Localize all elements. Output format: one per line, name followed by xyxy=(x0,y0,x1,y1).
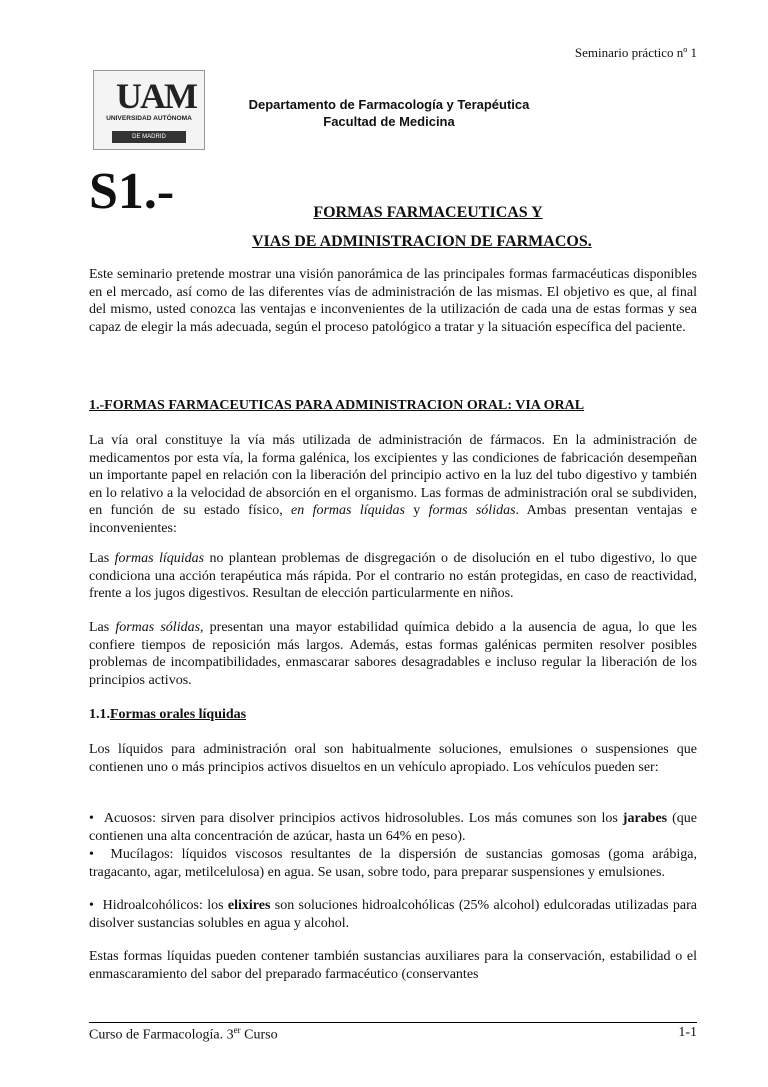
faculty-name: Facultad de Medicina xyxy=(323,114,455,129)
bullet-hydroalcoholic: • Hidroalcohólicos: los elixires son soluciones hidroalcohólicas (25% alcohol) edulcoradas utilizadas para disolver sustancias solubles en agua y alcohol. xyxy=(89,898,697,931)
seminar-number: S1.- xyxy=(89,163,175,220)
department-name: Departamento de Farmacología y Terapéutica xyxy=(248,97,530,112)
logo-university: UNIVERSIDAD AUTÓNOMA xyxy=(106,115,192,122)
footer-divider xyxy=(89,1022,697,1023)
logo-mark: UAM xyxy=(116,76,196,116)
document-page xyxy=(89,0,697,1087)
section-1-1-paragraph-2: Estas formas líquidas pueden contener también sustancias auxiliares para la conservación, estabilidad o el enmascaramiento del sabor del preparado farmacéutico (conservantes xyxy=(89,949,697,982)
intro-paragraph: Este seminario pretende mostrar una visión panorámica de las principales formas farmacéuticas disponibles en el mercado, así como de las diferentes vías de administración de las mismas. El objetivo es que, al final del mismo, usted conozca las ventajas e inconvenientes de la utilización de cada una de estas formas y sea capaz de elegir la más adecuada, según el proceso patológico a tratar y la situación específica del paciente. xyxy=(89,267,697,335)
section-1-heading: 1.-FORMAS FARMACEUTICAS PARA ADMINISTRACION ORAL: VIA ORAL xyxy=(89,398,585,413)
bullet-icon: • xyxy=(89,811,104,826)
bullet-aqueous: • Acuosos: sirven para disolver principios activos hidrosolubles. Los más comunes son los jarabes (que contienen una alta concentración de azúcar, hasta un 64% en peso). xyxy=(89,811,697,844)
bullet-icon: • xyxy=(89,898,103,913)
title-line-2: VIAS DE ADMINISTRACION DE FARMACOS. xyxy=(252,233,592,250)
department-heading xyxy=(239,96,539,130)
page-number: 1-1 xyxy=(678,1025,697,1040)
section-1-paragraph-3: Las formas sólidas, presentan una mayor estabilidad química debido a la ausencia de agua, lo que les confiere tiempos de reposición más largos. Además, estas formas galénicas permiten resolver posibles problemas de incompatibilidades, enmascarar sabores desagradables e incluso regular la liberación de los principios activos. xyxy=(89,620,698,688)
page-label: Seminario práctico nº 1 xyxy=(574,45,697,60)
section-1-1-heading: 1.1.Formas orales líquidas xyxy=(89,707,247,722)
footer-course: Curso de Farmacología. 3er Curso xyxy=(89,1025,278,1043)
section-1-1-paragraph-1: Los líquidos para administración oral son habitualmente soluciones, emulsiones o suspensiones que contienen uno o más principios activos disueltos en un vehículo apropiado. Los vehículos pueden ser: xyxy=(89,742,697,775)
section-1-paragraph-1: La vía oral constituye la vía más utilizada de administración de fármacos. En la administración de medicamentos por esta vía, la forma galénica, los excipientes y las condiciones de fabricación desempeñan un importante papel en relación con la liberación del principio activo en la luz del tubo digestivo y también en lo relativo a la velocidad de absorción en el organismo. Las formas de administración oral se subdividen, en función de su estado físico, en formas líquidas y formas sólidas. Ambas presentan ventajas e inconvenientes: xyxy=(89,433,698,536)
university-logo xyxy=(93,70,205,150)
bullet-mucilage: • Mucílagos: líquidos viscosos resultantes de la dispersión de sustancias gomosas (goma arábiga, tragacanto, agar, metilcelulosa) en agua. Se usan, sobre todo, para preparar suspensiones y emulsiones. xyxy=(89,847,697,880)
bullet-icon: • xyxy=(89,847,111,862)
title-line-1: FORMAS FARMACEUTICAS Y xyxy=(313,204,543,221)
section-1-paragraph-2: Las formas líquidas no plantean problemas de disgregación o de disolución en el tubo digestivo, lo que condiciona una acción terapéutica más rápida. Por el contrario no están protegidas, en caso de reactividad, frente a los jugos digestivos. Resultan de elección particularmente en niños. xyxy=(89,551,698,601)
logo-city: DE MADRID xyxy=(112,131,186,143)
